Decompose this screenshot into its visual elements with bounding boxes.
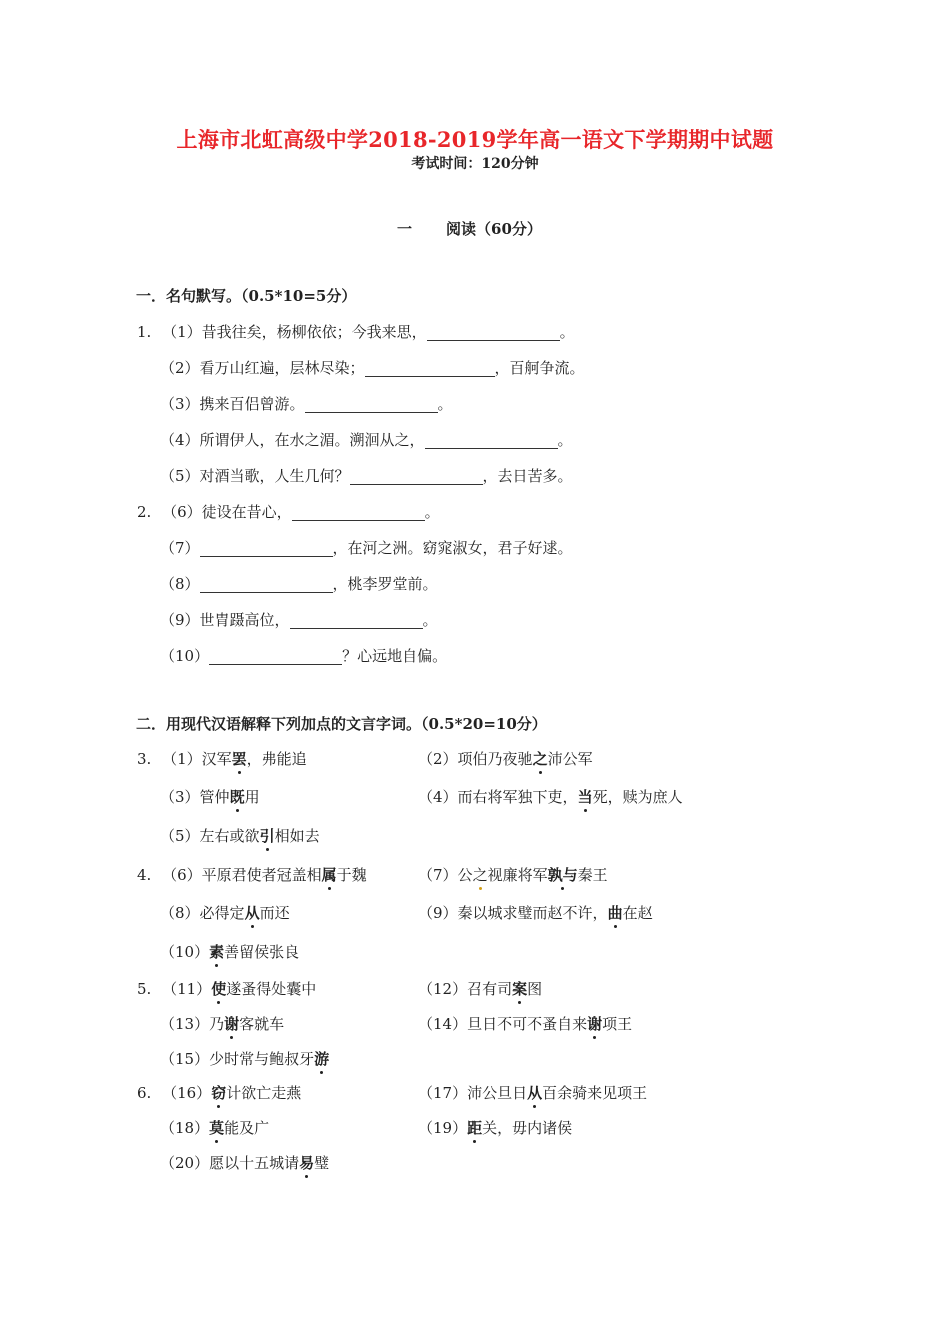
item-text: 乃 — [209, 1015, 225, 1033]
prompt-text: 。 — [557, 431, 573, 449]
answer-blank[interactable] — [200, 591, 333, 593]
item-label: （20） — [160, 1154, 210, 1172]
prompt-text: 。 — [424, 503, 440, 521]
item-text: 百余骑来见项王 — [542, 1084, 648, 1102]
dotted-word: 从 — [527, 1084, 543, 1102]
dotted-word: 罢 — [231, 750, 247, 768]
question-row — [160, 786, 260, 807]
item-text: 而右将军独下吏， — [457, 788, 578, 806]
item-text: 沛公军 — [547, 750, 593, 768]
prompt-text: （10） — [160, 647, 210, 665]
prompt-text: （8） — [160, 575, 200, 593]
dotted-word: 游 — [314, 1050, 330, 1068]
item-text: 关，毋内诸侯 — [482, 1119, 573, 1137]
question-row — [418, 1117, 572, 1138]
item-label: （14） — [418, 1015, 468, 1033]
item-label: （11） — [162, 980, 212, 998]
dotted-word: 之 — [472, 866, 488, 884]
dotted-word: 既 — [229, 788, 245, 806]
item-label: （9） — [418, 904, 458, 922]
prompt-text: （3）携来百侣曾游。 — [160, 395, 305, 413]
question-row — [137, 864, 367, 885]
item-text: 善留侯张良 — [224, 943, 300, 961]
prompt-text: ，去日苦多。 — [482, 467, 573, 485]
question-row — [418, 864, 608, 885]
question-row — [160, 1048, 329, 1069]
item-label: （8） — [160, 904, 200, 922]
dotted-word: 谢 — [224, 1015, 240, 1033]
item-label: （4） — [418, 788, 458, 806]
question-row — [160, 609, 438, 630]
item-text: 相如去 — [274, 827, 320, 845]
item-text: ，弗能追 — [246, 750, 307, 768]
question-row — [160, 941, 299, 962]
answer-blank[interactable] — [290, 627, 423, 629]
question-row — [418, 978, 542, 999]
prompt-text: （1）昔我往矣，杨柳依依；今我来思， — [162, 323, 427, 341]
question-row — [160, 429, 573, 450]
item-text: 客就车 — [239, 1015, 285, 1033]
item-label: （10） — [160, 943, 210, 961]
prompt-text: 。 — [422, 611, 438, 629]
item-text: 视廉将军 — [487, 866, 548, 884]
dotted-word: 易 — [299, 1154, 315, 1172]
question-row — [160, 902, 290, 923]
exam-time: 考试时间：120分钟 — [411, 156, 539, 172]
item-text: 公 — [457, 866, 473, 884]
dotted-word: 使 — [211, 980, 227, 998]
item-label: （18） — [160, 1119, 210, 1137]
question-row — [160, 1013, 284, 1034]
item-text: 图 — [527, 980, 543, 998]
answer-blank[interactable] — [200, 555, 333, 557]
question-row — [137, 748, 307, 769]
question-row — [160, 1152, 329, 1173]
item-text: 必得定 — [199, 904, 245, 922]
part1-heading: 一．名句默写。（0.5*10=5分） — [136, 287, 357, 305]
item-text: 旦日不可不蚤自来 — [467, 1015, 588, 1033]
item-label: （13） — [160, 1015, 210, 1033]
question-row — [160, 825, 320, 846]
item-label: （15） — [160, 1050, 210, 1068]
item-text: 计欲亡走燕 — [226, 1084, 302, 1102]
question-row — [418, 902, 653, 923]
prompt-text: （6）徒设在昔心， — [162, 503, 292, 521]
section-title: 阅读（60分） — [446, 220, 542, 238]
prompt-text: （2）看万山红遍，层林尽染； — [160, 359, 365, 377]
question-row — [160, 1117, 269, 1138]
item-label: （6） — [162, 866, 202, 884]
question-number: 3. — [137, 750, 152, 768]
item-text: 在赵 — [622, 904, 653, 922]
section-heading — [397, 218, 542, 239]
question-row — [160, 537, 573, 558]
question-row — [418, 786, 683, 807]
item-label: （3） — [160, 788, 200, 806]
dotted-word: 属 — [321, 866, 337, 884]
item-text: 用 — [244, 788, 260, 806]
question-number: 4. — [137, 866, 152, 884]
answer-blank[interactable] — [305, 411, 438, 413]
question-row — [160, 357, 585, 378]
dotted-word: 窃 — [211, 1084, 227, 1102]
item-text: 愿以十五城请 — [209, 1154, 300, 1172]
item-text: 于魏 — [336, 866, 367, 884]
item-label: （2） — [418, 750, 458, 768]
item-text: 汉军 — [201, 750, 232, 768]
item-label: （19） — [418, 1119, 468, 1137]
item-label: （7） — [418, 866, 458, 884]
prompt-text: （7） — [160, 539, 200, 557]
item-text: 项伯乃夜驰 — [457, 750, 533, 768]
question-row — [418, 1082, 647, 1103]
item-text: 召有司 — [467, 980, 513, 998]
prompt-text: 。 — [559, 323, 575, 341]
item-text: 能及广 — [224, 1119, 270, 1137]
answer-blank[interactable] — [292, 519, 425, 521]
item-text: 管仲 — [199, 788, 230, 806]
question-row — [137, 321, 575, 342]
item-label: （16） — [162, 1084, 212, 1102]
prompt-text: ，百舸争流。 — [494, 359, 585, 377]
dotted-word: 当 — [577, 788, 593, 806]
question-number: 2. — [137, 503, 152, 521]
item-text: 而还 — [259, 904, 290, 922]
dotted-word: 从 — [244, 904, 260, 922]
item-text: 沛公旦日 — [467, 1084, 528, 1102]
prompt-text: ，在河之洲。窈窕淑女，君子好逑。 — [332, 539, 573, 557]
part2-heading: 二．用现代汉语解释下列加点的文言字词。（0.5*20=10分） — [136, 715, 547, 733]
item-label: （1） — [162, 750, 202, 768]
item-text: 死，赎为庶人 — [592, 788, 683, 806]
item-label: （17） — [418, 1084, 468, 1102]
prompt-text: （4）所谓伊人，在水之湄。溯洄从之， — [160, 431, 425, 449]
item-text: 秦以城求璧而赵不许， — [457, 904, 608, 922]
item-text: 秦王 — [577, 866, 608, 884]
answer-blank[interactable] — [427, 339, 560, 341]
item-text: 遂蚤得处囊中 — [226, 980, 317, 998]
question-row — [160, 393, 453, 414]
question-row — [418, 1013, 632, 1034]
prompt-text: ，桃李罗堂前。 — [332, 575, 438, 593]
prompt-text: 。 — [437, 395, 453, 413]
answer-blank[interactable] — [209, 663, 342, 665]
answer-blank[interactable] — [365, 375, 495, 377]
document-title: 上海市北虹高级中学2018-2019学年高一语文下学期期中试题 — [176, 127, 774, 152]
item-text: 少时常与鲍叔牙 — [209, 1050, 315, 1068]
item-text: 璧 — [314, 1154, 330, 1172]
dotted-word: 孰与 — [547, 866, 578, 884]
dotted-word: 距 — [467, 1119, 483, 1137]
question-row — [137, 501, 440, 522]
item-text: 平原君使者冠盖相 — [201, 866, 322, 884]
dotted-word: 莫 — [209, 1119, 225, 1137]
prompt-text: ？心远地自偏。 — [342, 647, 448, 665]
answer-blank[interactable] — [350, 483, 483, 485]
question-number: 6. — [137, 1084, 152, 1102]
dotted-word: 曲 — [607, 904, 623, 922]
question-row — [418, 748, 593, 769]
dotted-word: 引 — [259, 827, 275, 845]
dotted-word: 之 — [532, 750, 548, 768]
question-row — [160, 573, 438, 594]
prompt-text: （5）对酒当歌，人生几何？ — [160, 467, 350, 485]
dotted-word: 案 — [512, 980, 528, 998]
question-row — [137, 978, 316, 999]
question-row — [137, 1082, 301, 1103]
question-row — [160, 645, 447, 666]
answer-blank[interactable] — [425, 447, 558, 449]
question-number: 1. — [137, 323, 152, 341]
prompt-text: （9）世胄蹑高位， — [160, 611, 290, 629]
item-label: （12） — [418, 980, 468, 998]
section-number: 一 — [397, 220, 413, 238]
dotted-word: 谢 — [587, 1015, 603, 1033]
question-number: 5. — [137, 980, 152, 998]
dotted-word: 素 — [209, 943, 225, 961]
question-row — [160, 465, 573, 486]
item-text: 项王 — [602, 1015, 633, 1033]
item-label: （5） — [160, 827, 200, 845]
item-text: 左右或欲 — [199, 827, 260, 845]
